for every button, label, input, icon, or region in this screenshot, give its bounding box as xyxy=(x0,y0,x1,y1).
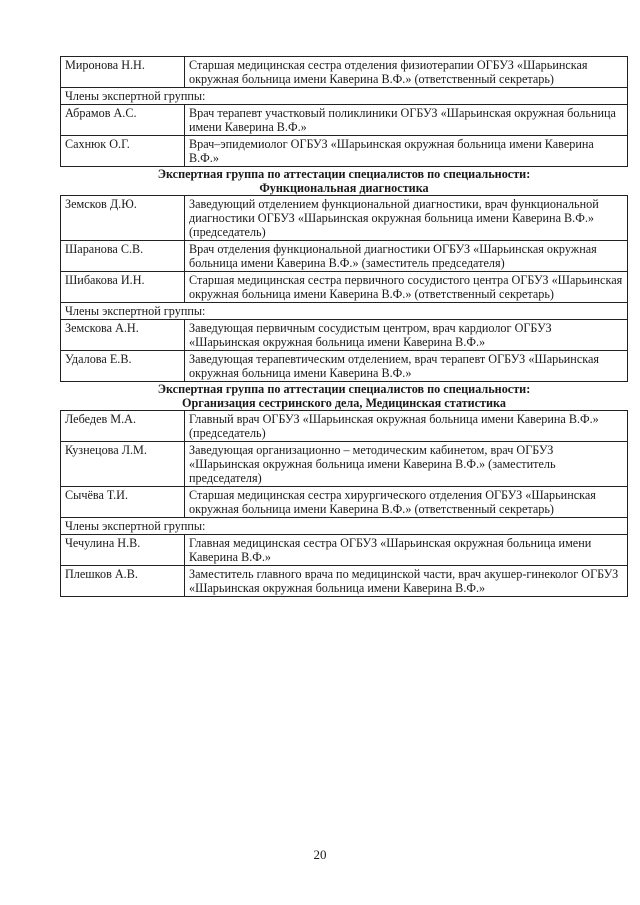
person-position: Заведующий отделением функциональной диагностики, врач функциональной диагностики ОГБУЗ «Шарьинская окружная больница имени Каверина В.Ф.» (председатель) xyxy=(185,196,628,241)
page-number: 20 xyxy=(313,847,327,862)
table-row xyxy=(61,196,628,241)
person-name: Плешков А.В. xyxy=(61,566,185,597)
expert-group-table xyxy=(60,56,628,167)
person-name: Сахнюк О.Г. xyxy=(61,136,185,167)
document-body xyxy=(60,56,628,597)
person-name: Земсков Д.Ю. xyxy=(61,196,185,241)
table-row xyxy=(61,105,628,136)
person-name: Сычёва Т.И. xyxy=(61,487,185,518)
person-position: Главная медицинская сестра ОГБУЗ «Шарьинская окружная больница имени Каверина В.Ф.» xyxy=(185,535,628,566)
section-heading: Экспертная группа по аттестации специалистов по специальности: xyxy=(157,382,531,396)
person-name: Земскова А.Н. xyxy=(61,320,185,351)
person-position: Заведующая терапевтическим отделением, врач терапевт ОГБУЗ «Шарьинская окружная больница имени Каверина В.Ф.» xyxy=(185,351,628,382)
table-row xyxy=(61,320,628,351)
person-position: Заместитель главного врача по медицинской части, врач акушер-гинеколог ОГБУЗ «Шарьинская окружная больница имени Каверина В.Ф.» xyxy=(185,566,628,597)
person-position: Старшая медицинская сестра хирургического отделения ОГБУЗ «Шарьинская окружная больница имени Каверина В.Ф.» (ответственный секретарь) xyxy=(185,487,628,518)
person-position: Врач отделения функциональной диагностики ОГБУЗ «Шарьинская окружная больница имени Каверина В.Ф.» (заместитель председателя) xyxy=(185,241,628,272)
person-position: Врач терапевт участковый поликлиники ОГБУЗ «Шарьинская окружная больница имени Каверина В.Ф.» xyxy=(185,105,628,136)
person-position: Главный врач ОГБУЗ «Шарьинская окружная больница имени Каверина В.Ф.» (председатель) xyxy=(185,411,628,442)
table-row xyxy=(61,136,628,167)
table-row xyxy=(61,411,628,442)
expert-group-table xyxy=(60,195,628,382)
person-name: Чечулина Н.В. xyxy=(61,535,185,566)
members-label-row xyxy=(61,518,628,535)
person-position: Старшая медицинская сестра первичного сосудистого центра ОГБУЗ «Шарьинская окружная больница имени Каверина В.Ф.» (ответственный секретарь) xyxy=(185,272,628,303)
table-row xyxy=(61,57,628,88)
table-row xyxy=(61,272,628,303)
table-row xyxy=(61,566,628,597)
person-name: Шибакова И.Н. xyxy=(61,272,185,303)
table-row xyxy=(61,442,628,487)
person-name: Шаранова С.В. xyxy=(61,241,185,272)
person-position: Врач–эпидемиолог ОГБУЗ «Шарьинская окружная больница имени Каверина В.Ф.» xyxy=(185,136,628,167)
person-name: Кузнецова Л.М. xyxy=(61,442,185,487)
table-row xyxy=(61,241,628,272)
members-label: Члены экспертной группы: xyxy=(61,518,628,535)
section-specialty: Функциональная диагностика xyxy=(259,181,429,195)
person-position: Заведующая организационно – методическим кабинетом, врач ОГБУЗ «Шарьинская окружная больница имени Каверина В.Ф.» (заместитель председателя) xyxy=(185,442,628,487)
table-row xyxy=(61,535,628,566)
person-name: Абрамов А.С. xyxy=(61,105,185,136)
table-row xyxy=(61,487,628,518)
person-name: Миронова Н.Н. xyxy=(61,57,185,88)
members-label-row xyxy=(61,303,628,320)
person-name: Лебедев М.А. xyxy=(61,411,185,442)
table-row xyxy=(61,351,628,382)
section-heading: Экспертная группа по аттестации специалистов по специальности: xyxy=(157,167,531,181)
members-label: Члены экспертной группы: xyxy=(61,303,628,320)
expert-group-table xyxy=(60,410,628,597)
section-specialty: Организация сестринского дела, Медицинская статистика xyxy=(182,396,506,410)
members-label-row xyxy=(61,88,628,105)
person-position: Заведующая первичным сосудистым центром, врач кардиолог ОГБУЗ «Шарьинская окружная больница имени Каверина В.Ф.» xyxy=(185,320,628,351)
person-position: Старшая медицинская сестра отделения физиотерапии ОГБУЗ «Шарьинская окружная больница имени Каверина В.Ф.» (ответственный секретарь) xyxy=(185,57,628,88)
members-label: Члены экспертной группы: xyxy=(61,88,628,105)
person-name: Удалова Е.В. xyxy=(61,351,185,382)
